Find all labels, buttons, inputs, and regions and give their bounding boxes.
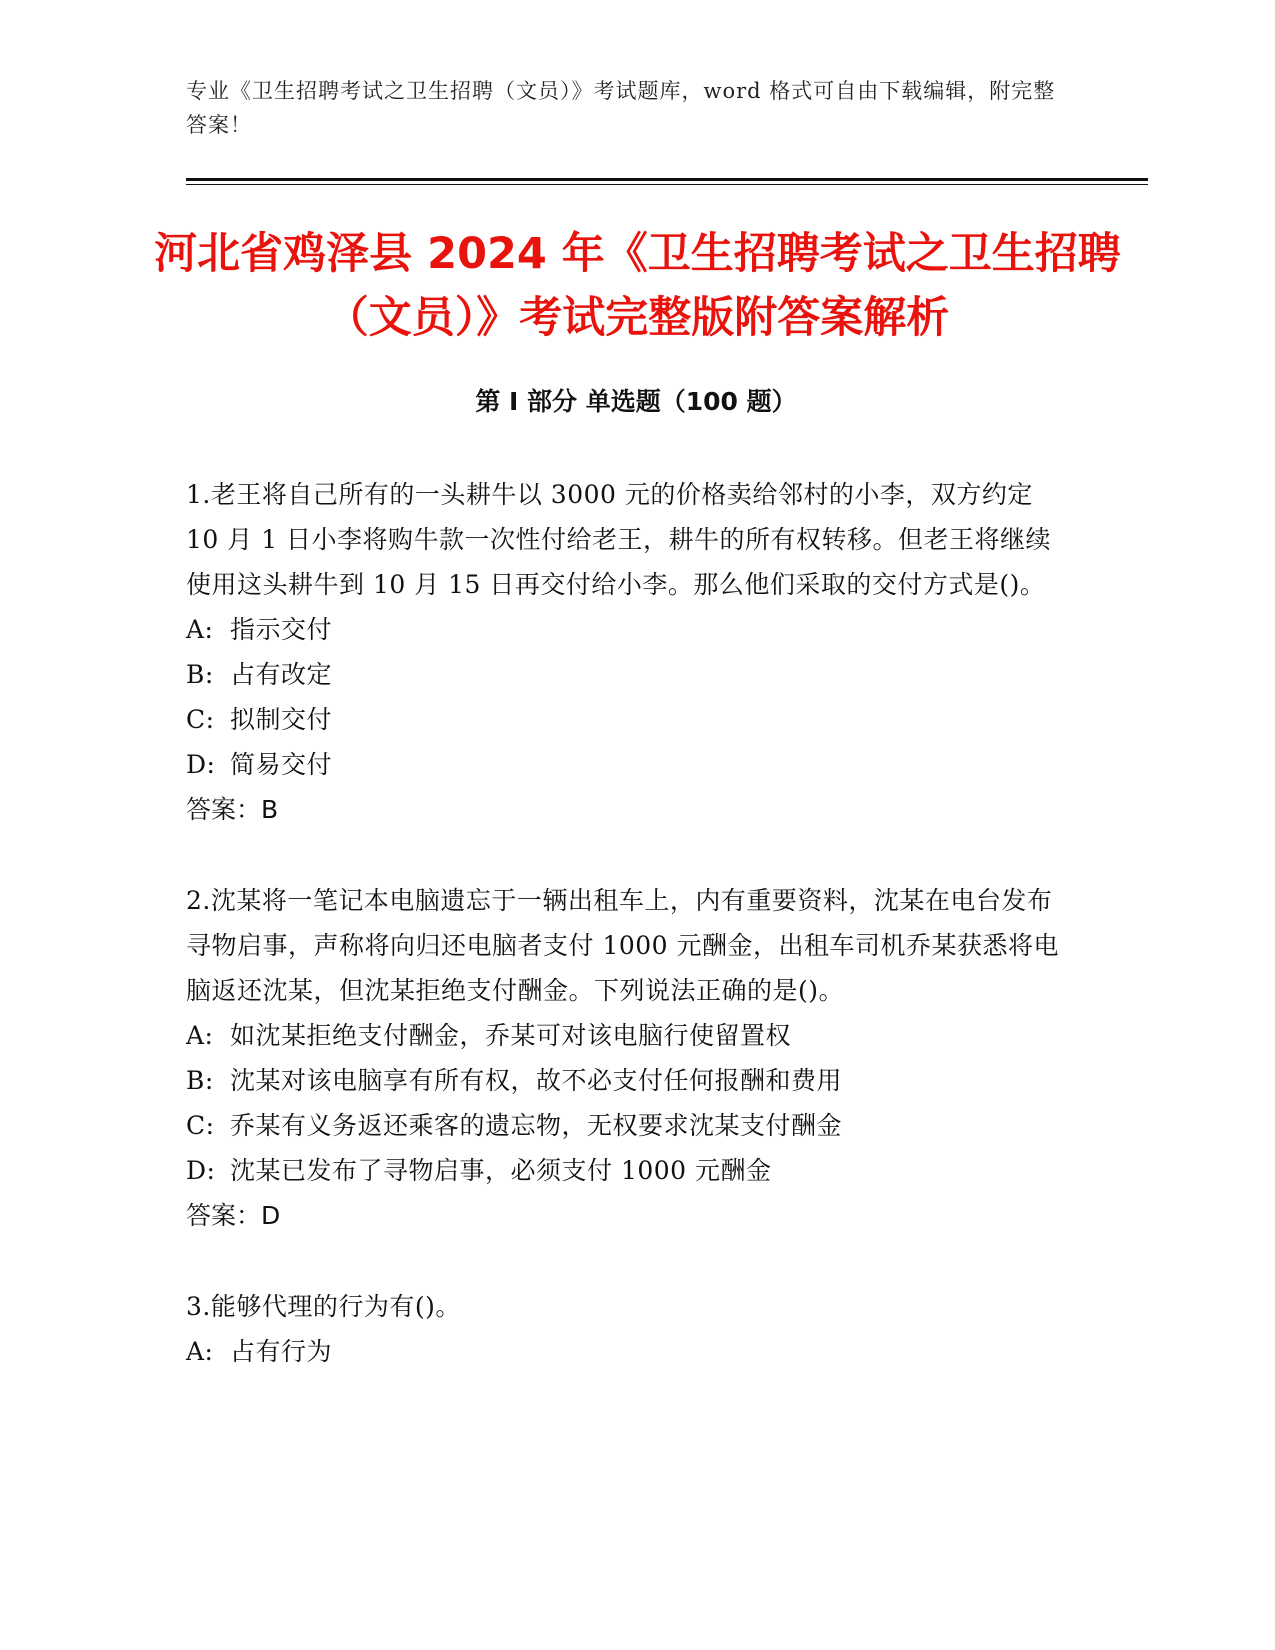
- document-title: 河北省鸡泽县 2024 年《卫生招聘考试之卫生招聘（文员）》考试完整版附答案解析: [154, 229, 1121, 343]
- header-rule-thick: [186, 178, 1148, 181]
- answer-line: [186, 1193, 1066, 1238]
- option-letter: D:: [186, 1156, 216, 1185]
- answer-line: [186, 787, 1066, 832]
- option-d: [186, 742, 1066, 787]
- question-1: [186, 472, 1066, 832]
- option-text: 拟制交付: [230, 705, 333, 734]
- answer-label: 答案：: [186, 795, 262, 824]
- answer-value: B: [261, 795, 279, 824]
- option-letter: A:: [186, 615, 214, 644]
- option-letter: B:: [186, 1066, 214, 1095]
- option-text: 简易交付: [230, 750, 333, 779]
- option-text: 占有改定: [230, 660, 333, 689]
- option-c: [186, 1103, 1066, 1148]
- option-d: [186, 1148, 1066, 1193]
- option-text: 乔某有义务返还乘客的遗忘物，无权要求沈某支付酬金: [230, 1111, 843, 1140]
- option-text: 如沈某拒绝支付酬金，乔某可对该电脑行使留置权: [230, 1021, 792, 1050]
- option-c: [186, 697, 1066, 742]
- question-stem: 2.沈某将一笔记本电脑遗忘于一辆出租车上，内有重要资料，沈某在电台发布寻物启事，声称将向归还电脑者支付 1000 元酬金，出租车司机乔某获悉将电脑返还沈某，但沈某拒绝支付酬金。下列说法正确的是()。: [186, 886, 1060, 1005]
- question-stem: 1.老王将自己所有的一头耕牛以 3000 元的价格卖给邻村的小李，双方约定 10 月 1 日小李将购牛款一次性付给老王，耕牛的所有权转移。但老王将继续使用这头耕牛到 10 月 15 日再交付给小李。那么他们采取的交付方式是()。: [186, 480, 1052, 599]
- option-letter: A:: [186, 1337, 214, 1366]
- answer-label: 答案：: [186, 1201, 262, 1230]
- option-a: [186, 607, 1066, 652]
- option-letter: C:: [186, 1111, 215, 1140]
- header-rule-thin: [186, 184, 1148, 185]
- header-note: 专业《卫生招聘考试之卫生招聘（文员）》考试题库，word 格式可自由下载编辑，附完整答案！: [186, 79, 1056, 137]
- option-letter: C:: [186, 705, 215, 734]
- question-stem: 3.能够代理的行为有()。: [186, 1292, 461, 1321]
- option-letter: A:: [186, 1021, 214, 1050]
- option-a: [186, 1329, 1066, 1374]
- question-3: [186, 1284, 1066, 1374]
- option-b: [186, 1058, 1066, 1103]
- option-text: 沈某对该电脑享有所有权，故不必支付任何报酬和费用: [230, 1066, 843, 1095]
- option-b: [186, 652, 1066, 697]
- option-letter: B:: [186, 660, 214, 689]
- option-letter: D:: [186, 750, 216, 779]
- section-heading: 第 I 部分 单选题（100 题）: [475, 387, 797, 416]
- option-text: 指示交付: [230, 615, 333, 644]
- question-list: [186, 472, 1066, 1420]
- option-text: 占有行为: [230, 1337, 333, 1366]
- answer-value: D: [261, 1201, 281, 1230]
- option-a: [186, 1013, 1066, 1058]
- question-2: [186, 878, 1066, 1238]
- option-text: 沈某已发布了寻物启事，必须支付 1000 元酬金: [230, 1156, 772, 1185]
